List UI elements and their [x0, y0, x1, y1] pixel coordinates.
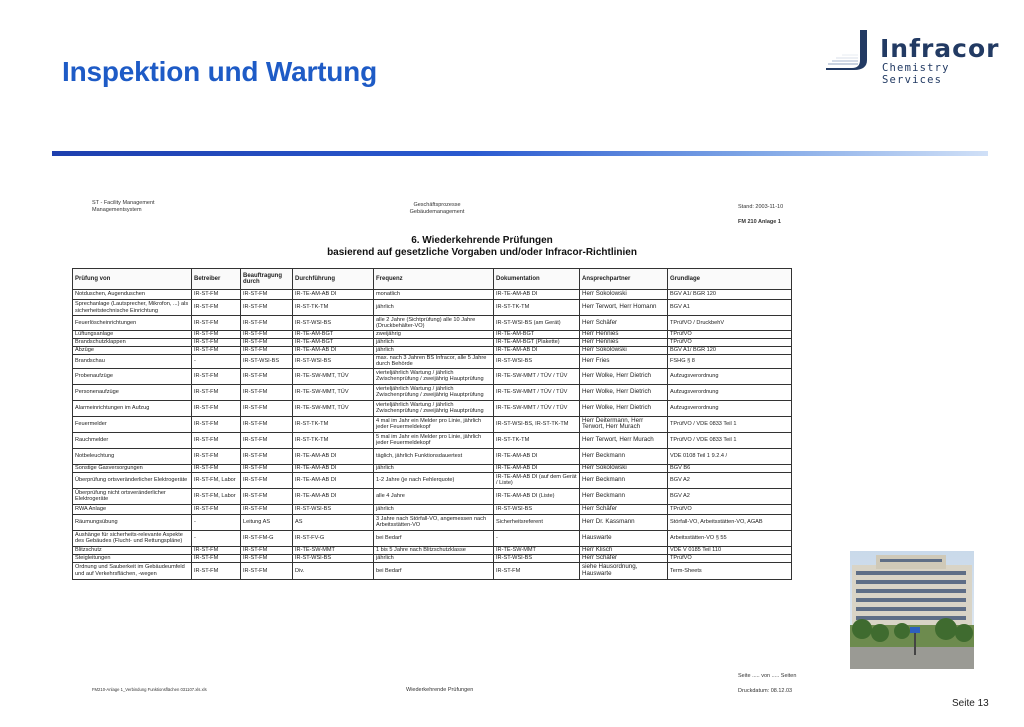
table-cell: Blitzschutz: [73, 546, 192, 554]
table-cell: IR-ST-FM: [192, 448, 241, 464]
table-cell: Div.: [293, 562, 374, 579]
table-cell: IR-TE-AM-BGT: [494, 331, 580, 339]
table-cell: IR-ST-FM: [192, 290, 241, 300]
scanned-document: [62, 185, 810, 705]
table-cell: Leitung AS: [241, 514, 293, 530]
table-cell: IR-ST-WSI-BS: [494, 554, 580, 562]
table-cell: BGV A1/ BGR 120: [668, 347, 792, 355]
table-cell: IR-ST-FM: [241, 504, 293, 514]
table-cell: IR-ST-FM: [241, 368, 293, 384]
doc-heading-1: 6. Wiederkehrende Prüfungen: [411, 235, 553, 246]
table-cell: Herr Terwort, Herr Murach: [580, 432, 668, 448]
table-cell: IR-ST-FM: [241, 488, 293, 504]
table-cell: IR-ST-FM: [192, 316, 241, 331]
table-cell: IR-TE-SW-MMT / TÜV / TÜV: [494, 368, 580, 384]
table-cell: 1 bis 5 Jahre nach Blitzschutzklasse: [374, 546, 494, 554]
table-cell: IR-TE-SW-MMT, TÜV: [293, 400, 374, 416]
table-row: [73, 554, 792, 562]
table-cell: TPrüfVO: [668, 554, 792, 562]
table-cell: -: [192, 530, 241, 546]
table-cell: TPrüfVO: [668, 504, 792, 514]
table-cell: Herr Beckmann: [580, 472, 668, 488]
table-cell: IR-ST-FM: [192, 464, 241, 472]
table-cell: vierteljährlich Wartung / jährlich Zwischenprüfung / zweijährig Hauptprüfung: [374, 400, 494, 416]
table-cell: IR-ST-FM: [241, 347, 293, 355]
table-cell: -: [494, 530, 580, 546]
table-cell: Herr Sokolowski: [580, 464, 668, 472]
table-cell: VDE V 0185 Teil 110: [668, 546, 792, 554]
table-cell: IR-ST-WSI-BS: [293, 316, 374, 331]
table-cell: IR-TE-AM-AB DI: [293, 448, 374, 464]
table-row: [73, 400, 792, 416]
table-cell: IR-TE-AM-AB DI: [293, 290, 374, 300]
column-header: Durchführung: [293, 269, 374, 290]
table-cell: IR-ST-WSI-BS (am Gerät): [494, 316, 580, 331]
table-cell: IR-ST-FM: [192, 331, 241, 339]
table-cell: IR-ST-FM: [241, 300, 293, 316]
table-cell: Herr Wolke, Herr Dietrich: [580, 400, 668, 416]
table-cell: IR-ST-FM: [192, 300, 241, 316]
table-cell: täglich, jährlich Funktionsdauertest: [374, 448, 494, 464]
table-cell: IR-TE-AM-BGT: [293, 331, 374, 339]
table-cell: alle 2 Jahre (Sichtprüfung) alle 10 Jahre (Druckbehälter-VO): [374, 316, 494, 331]
table-cell: AS: [293, 514, 374, 530]
table-cell: IR-ST-FM: [192, 562, 241, 579]
table-cell: Abzüge: [73, 347, 192, 355]
table-cell: Herr Hennies: [580, 339, 668, 347]
table-cell: IR-ST-FM: [241, 546, 293, 554]
table-cell: Aufzugsverordnung: [668, 368, 792, 384]
table-cell: Ordnung und Sauberkeit im Gebäudeumfeld und auf Verkehrsflächen, -wegen: [73, 562, 192, 579]
table-cell: Brandschau: [73, 355, 192, 369]
table-cell: IR-ST-FM: [192, 432, 241, 448]
table-cell: IR-TE-SW-MMT / TÜV / TÜV: [494, 384, 580, 400]
table-cell: Herr Klisch: [580, 546, 668, 554]
table-row: [73, 316, 792, 331]
table-cell: IR-TE-AM-BGT: [293, 339, 374, 347]
table-cell: IR-TE-SW-MMT: [494, 546, 580, 554]
table-cell: IR-TE-AM-AB DI (Liste): [494, 488, 580, 504]
table-cell: jährlich: [374, 504, 494, 514]
table-cell: jährlich: [374, 339, 494, 347]
table-cell: IR-TE-SW-MMT, TÜV: [293, 368, 374, 384]
table-cell: jährlich: [374, 347, 494, 355]
table-cell: -: [192, 514, 241, 530]
table-cell: BGV A1/ BGR 120: [668, 290, 792, 300]
table-cell: IR-ST-FM: [192, 339, 241, 347]
table-cell: Herr Terwort, Herr Homann: [580, 300, 668, 316]
table-cell: IR-TE-AM-AB DI: [494, 290, 580, 300]
table-row: [73, 562, 792, 579]
table-cell: BGV B6: [668, 464, 792, 472]
table-row: [73, 355, 792, 369]
table-row: [73, 339, 792, 347]
column-header: Dokumentation: [494, 269, 580, 290]
table-cell: Sicherheitsreferent: [494, 514, 580, 530]
table-cell: Lüftungsanlage: [73, 331, 192, 339]
table-cell: IR-TE-AM-AB DI: [293, 464, 374, 472]
column-header: Betreiber: [192, 269, 241, 290]
logo-subtitle: Chemistry Services: [882, 62, 950, 86]
logo-mark-icon: [826, 28, 878, 74]
table-cell: IR-ST-FV-G: [293, 530, 374, 546]
table-row: [73, 448, 792, 464]
table-cell: Überprüfung nicht ortsveränderlicher Elektrogeräte: [73, 488, 192, 504]
table-cell: IR-ST-FM: [192, 546, 241, 554]
table-cell: Rauchmelder: [73, 432, 192, 448]
table-cell: IR-ST-FM: [192, 416, 241, 432]
table-cell: IR-ST-FM-G: [241, 530, 293, 546]
table-cell: Brandschutzklappen: [73, 339, 192, 347]
table-cell: IR-ST-WSI-BS: [293, 355, 374, 369]
table-cell: IR-TE-SW-MMT: [293, 546, 374, 554]
table-cell: IR-TE-AM-AB DI: [293, 472, 374, 488]
table-cell: Herr Schäfer: [580, 554, 668, 562]
column-header: Ansprechpartner: [580, 269, 668, 290]
table-cell: jährlich: [374, 464, 494, 472]
table-row: [73, 464, 792, 472]
table-cell: Notduschen, Augenduschen: [73, 290, 192, 300]
table-cell: Herr Deitermann, Herr Terwort, Herr Murach: [580, 416, 668, 432]
table-cell: -: [192, 355, 241, 369]
table-row: [73, 300, 792, 316]
header-divider: [52, 151, 988, 156]
table-cell: IR-ST-FM: [241, 339, 293, 347]
table-cell: 4 mal im Jahr ein Melder pro Linie, jährlich jeder Feuermeldekopf: [374, 416, 494, 432]
table-cell: IR-ST-FM: [494, 562, 580, 579]
table-cell: bei Bedarf: [374, 562, 494, 579]
column-header: Grundlage: [668, 269, 792, 290]
slide-title: Inspektion und Wartung: [62, 56, 377, 87]
table-header-row: [73, 269, 792, 290]
table-cell: IR-ST-FM: [192, 400, 241, 416]
table-cell: IR-ST-FM: [192, 368, 241, 384]
table-cell: Notbeleuchtung: [73, 448, 192, 464]
table-cell: IR-ST-TK-TM: [494, 300, 580, 316]
table-cell: Term-Sheets: [668, 562, 792, 579]
table-cell: FSHG § 8: [668, 355, 792, 369]
table-cell: TPrüfVO / DruckbehV: [668, 316, 792, 331]
table-cell: BGV A1: [668, 300, 792, 316]
table-cell: Sonstige Gasversorgungen: [73, 464, 192, 472]
table-cell: Störfall-VO, Arbeitsstätten-VO, AGAB: [668, 514, 792, 530]
table-row: [73, 530, 792, 546]
table-cell: 1-2 Jahre (je nach Fehlerquote): [374, 472, 494, 488]
table-cell: IR-ST-WSI-BS: [494, 355, 580, 369]
table-cell: IR-ST-TK-TM: [293, 432, 374, 448]
doc-header-center-1: Geschäftsprozesse: [413, 202, 461, 208]
table-cell: IR-ST-FM: [241, 432, 293, 448]
table-cell: Herr Schäfer: [580, 316, 668, 331]
table-cell: Herr Beckmann: [580, 488, 668, 504]
table-cell: Alarmeinrichtungen im Aufzug: [73, 400, 192, 416]
logo-brand: Infracor: [880, 34, 1000, 63]
table-cell: IR-ST-TK-TM: [293, 300, 374, 316]
table-cell: IR-ST-FM: [241, 331, 293, 339]
column-header: Prüfung von: [73, 269, 192, 290]
table-cell: TPrüfVO / VDE 0833 Teil 1: [668, 432, 792, 448]
table-cell: jährlich: [374, 300, 494, 316]
table-cell: IR-ST-WSI-BS, IR-ST-TK-TM: [494, 416, 580, 432]
table-cell: IR-ST-FM: [192, 347, 241, 355]
table-cell: IR-TE-SW-MMT / TÜV / TÜV: [494, 400, 580, 416]
table-cell: IR-ST-TK-TM: [494, 432, 580, 448]
table-cell: IR-ST-FM: [241, 464, 293, 472]
table-cell: TPrüfVO / VDE 0833 Teil 1: [668, 416, 792, 432]
doc-header-center-2: Gebäudemanagement: [409, 209, 465, 215]
table-cell: Hauswarte: [580, 530, 668, 546]
table-row: [73, 331, 792, 339]
doc-header-right-1: Stand: 2003-11-10: [738, 204, 784, 210]
table-cell: IR-ST-WSI-BS: [293, 554, 374, 562]
table-row: [73, 546, 792, 554]
table-row: [73, 368, 792, 384]
table-cell: Probenaufzüge: [73, 368, 192, 384]
table-cell: monatlich: [374, 290, 494, 300]
table-cell: Aushänge für sicherheits-relevante Aspekte des Gebäudes (Flucht- und Rettungspläne): [73, 530, 192, 546]
table-cell: VDE 0108 Teil 1 9.2.4 /: [668, 448, 792, 464]
table-cell: IR-ST-FM: [241, 316, 293, 331]
doc-footer-right-2: Druckdatum: 08.12.03: [738, 688, 793, 694]
table-cell: IR-ST-WSI-BS: [494, 504, 580, 514]
doc-heading-2: basierend auf gesetzliche Vorgaben und/oder Infracor-Richtlinien: [327, 247, 637, 258]
column-header: Frequenz: [374, 269, 494, 290]
table-cell: siehe Hausordnung, Hauswarte: [580, 562, 668, 579]
table-cell: max. nach 3 Jahren BS Infracor, alle 5 Jahre durch Behörde: [374, 355, 494, 369]
table-cell: TPrüfVO: [668, 331, 792, 339]
table-cell: Steigleitungen: [73, 554, 192, 562]
column-header: Beauftragung durch: [241, 269, 293, 290]
table-row: [73, 416, 792, 432]
doc-header-left-2: Managementsystem: [92, 207, 142, 213]
table-cell: 3 Jahre nach Störfall-VO, angemessen nach Arbeitsstätten-VO: [374, 514, 494, 530]
table-cell: Feuermelder: [73, 416, 192, 432]
table-row: [73, 432, 792, 448]
table-cell: Herr Dr. Kassmann: [580, 514, 668, 530]
table-cell: Arbeitsstätten-VO § 55: [668, 530, 792, 546]
table-cell: IR-TE-AM-AB DI: [494, 448, 580, 464]
table-cell: IR-ST-WSI-BS: [241, 355, 293, 369]
infracor-logo: [826, 28, 1000, 86]
table-cell: IR-TE-AM-AB DI: [293, 488, 374, 504]
table-cell: IR-TE-SW-MMT, TÜV: [293, 384, 374, 400]
table-cell: Herr Schäfer: [580, 504, 668, 514]
table-cell: Sprechanlage (Lautsprecher, Mikrofon, ...) als sicherheitstechnische Einrichtung: [73, 300, 192, 316]
table-cell: IR-ST-FM, Labor: [192, 488, 241, 504]
table-cell: TPrüfVO: [668, 339, 792, 347]
table-cell: IR-ST-FM: [192, 384, 241, 400]
table-cell: jährlich: [374, 554, 494, 562]
table-cell: Aufzugsverordnung: [668, 384, 792, 400]
table-cell: alle 4 Jahre: [374, 488, 494, 504]
table-cell: IR-ST-FM: [241, 384, 293, 400]
table-cell: IR-ST-FM, Labor: [192, 472, 241, 488]
table-cell: BGV A2: [668, 472, 792, 488]
table-row: [73, 347, 792, 355]
table-cell: IR-ST-WSI-BS: [293, 504, 374, 514]
doc-footer-right-1: Seite ..... von ..... Seiten: [738, 673, 797, 679]
table-cell: 5 mal im Jahr ein Melder pro Linie, jährlich jeder Feuermeldekopf: [374, 432, 494, 448]
table-cell: IR-ST-FM: [241, 290, 293, 300]
table-cell: Herr Hennies: [580, 331, 668, 339]
table-cell: IR-TE-AM-AB DI (auf dem Gerät / Liste): [494, 472, 580, 488]
table-cell: Herr Wolke, Herr Dietrich: [580, 368, 668, 384]
table-cell: zweijährig: [374, 331, 494, 339]
building-photo: [850, 551, 974, 669]
table-row: [73, 290, 792, 300]
table-cell: Räumungsübung: [73, 514, 192, 530]
table-cell: vierteljährlich Wartung / jährlich Zwischenprüfung / zweijährig Hauptprüfung: [374, 368, 494, 384]
table-cell: IR-TE-AM-AB DI: [293, 347, 374, 355]
table-cell: RWA Anlage: [73, 504, 192, 514]
page-number: Seite 13: [952, 698, 989, 709]
table-cell: IR-ST-FM: [241, 472, 293, 488]
table-cell: IR-TE-AM-AB DI: [494, 464, 580, 472]
table-cell: Aufzugsverordnung: [668, 400, 792, 416]
table-cell: vierteljährlich Wartung / jährlich Zwischenprüfung / zweijährig Hauptprüfung: [374, 384, 494, 400]
doc-footer-center: Wiederkehrende Prüfungen: [406, 687, 474, 693]
table-cell: BGV A2: [668, 488, 792, 504]
table-row: [73, 472, 792, 488]
table-row: [73, 514, 792, 530]
table-row: [73, 504, 792, 514]
table-cell: Feuerlöscheinrichtungen: [73, 316, 192, 331]
doc-footer-left: FM210-Anlage 1_Verbindung Funktionsflächen 031107.xls.xls: [92, 687, 207, 692]
table-cell: Herr Sokolowski: [580, 290, 668, 300]
table-cell: Herr Wolke, Herr Dietrich: [580, 384, 668, 400]
table-cell: IR-ST-TK-TM: [293, 416, 374, 432]
table-cell: IR-ST-FM: [192, 504, 241, 514]
table-row: [73, 384, 792, 400]
table-cell: IR-ST-FM: [241, 400, 293, 416]
table-cell: IR-ST-FM: [241, 416, 293, 432]
table-cell: Personenaufzüge: [73, 384, 192, 400]
table-cell: Herr Fries: [580, 355, 668, 369]
table-cell: Überprüfung ortsveränderlicher Elektrogeräte: [73, 472, 192, 488]
table-cell: IR-TE-AM-BGT (Plakette): [494, 339, 580, 347]
doc-header-left-1: ST - Facility Management: [92, 200, 155, 206]
table-cell: IR-ST-FM: [241, 554, 293, 562]
table-row: [73, 488, 792, 504]
table-cell: IR-ST-FM: [241, 448, 293, 464]
table-cell: Herr Sokolowski: [580, 347, 668, 355]
inspection-table: [72, 268, 792, 580]
table-cell: IR-TE-AM-AB DI: [494, 347, 580, 355]
table-cell: IR-ST-FM: [241, 562, 293, 579]
table-cell: Herr Beckmann: [580, 448, 668, 464]
table-cell: bei Bedarf: [374, 530, 494, 546]
doc-header-right-2: FM 210 Anlage 1: [738, 219, 781, 225]
table-cell: IR-ST-FM: [192, 554, 241, 562]
